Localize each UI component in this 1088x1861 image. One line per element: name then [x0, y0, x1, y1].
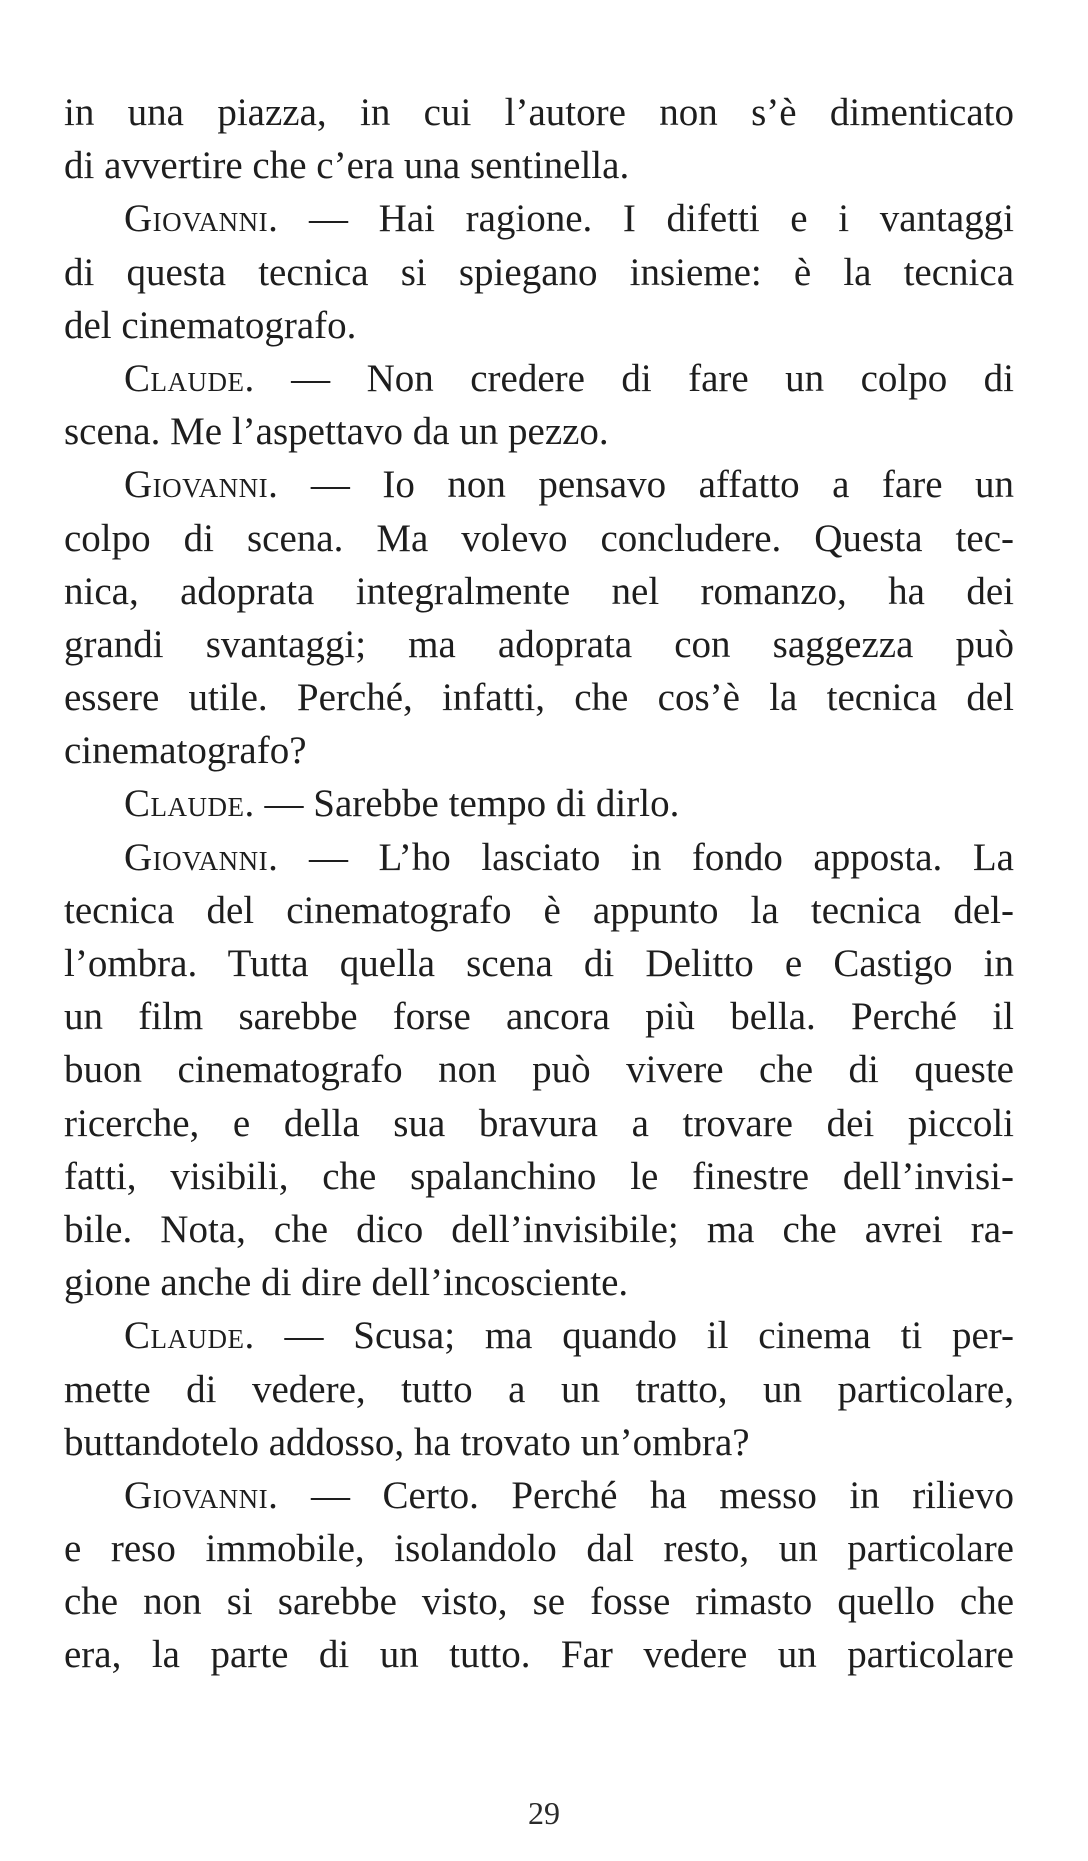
- text-line: [64, 1256, 1014, 1309]
- text-line: [64, 1097, 1014, 1150]
- text-line: [64, 1522, 1014, 1575]
- text-line: [64, 990, 1014, 1043]
- line-text: colpo di scena. Ma volevo concludere. Questa tec-: [64, 516, 1014, 560]
- text-line: [64, 937, 1014, 990]
- text-line: [64, 884, 1014, 937]
- speaker-name: Giovanni.: [124, 463, 279, 507]
- line-text: — Scusa; ma quando il cinema ti per-: [254, 1314, 1014, 1358]
- text-line: [64, 1309, 1014, 1362]
- line-text: scena. Me l’aspettavo da un pezzo.: [64, 410, 609, 454]
- line-text: — Certo. Perché ha messo in rilievo: [278, 1473, 1014, 1517]
- text-line: [64, 512, 1014, 565]
- text-line: [64, 777, 1014, 830]
- line-text: — L’ho lasciato in fondo apposta. La: [278, 835, 1014, 879]
- text-line: [64, 1150, 1014, 1203]
- line-text: gione anche di dire dell’incosciente.: [64, 1261, 629, 1305]
- line-text: — Sarebbe tempo di dirlo.: [254, 782, 680, 826]
- line-text: — Non credere di fare un colpo di: [254, 356, 1014, 400]
- body-text: [64, 86, 1014, 1682]
- text-line: [64, 299, 1014, 352]
- line-text: mette di vedere, tutto a un tratto, un particolare,: [64, 1367, 1014, 1411]
- line-text: — Io non pensavo affatto a fare un: [278, 463, 1014, 507]
- text-line: [64, 618, 1014, 671]
- line-text: tecnica del cinematografo è appunto la tecnica del-: [64, 888, 1014, 932]
- line-text: — Hai ragione. I difetti e i vantaggi: [278, 197, 1014, 241]
- text-line: [64, 831, 1014, 884]
- line-text: di questa tecnica si spiegano insieme: è la tecnica: [64, 250, 1014, 294]
- line-text: fatti, visibili, che spalanchino le finestre dell’invisi-: [64, 1154, 1014, 1198]
- text-line: [64, 139, 1014, 192]
- text-line: [64, 246, 1014, 299]
- line-text: grandi svantaggi; ma adoprata con saggezza può: [64, 622, 1014, 666]
- line-text: buttandotelo addosso, ha trovato un’ombra?: [64, 1420, 750, 1464]
- text-line: [64, 1203, 1014, 1256]
- text-line: [64, 1469, 1014, 1522]
- line-text: e reso immobile, isolandolo dal resto, un particolare: [64, 1527, 1014, 1571]
- speaker-name: Giovanni.: [124, 197, 279, 241]
- text-line: [64, 1575, 1014, 1628]
- text-line: [64, 192, 1014, 245]
- line-text: essere utile. Perché, infatti, che cos’è la tecnica del: [64, 676, 1014, 720]
- speaker-name: Giovanni.: [124, 835, 279, 879]
- line-text: bile. Nota, che dico dell’invisibile; ma che avrei ra-: [64, 1207, 1014, 1251]
- text-line: [64, 352, 1014, 405]
- line-text: che non si sarebbe visto, se fosse rimasto quello che: [64, 1580, 1014, 1624]
- speaker-name: Claude.: [124, 782, 255, 826]
- text-line: [64, 1363, 1014, 1416]
- line-text: un film sarebbe forse ancora più bella. Perché il: [64, 995, 1014, 1039]
- text-line: [64, 565, 1014, 618]
- text-line: [64, 86, 1014, 139]
- text-line: [64, 405, 1014, 458]
- line-text: del cinematografo.: [64, 303, 357, 347]
- line-text: in una piazza, in cui l’autore non s’è dimenticato: [64, 91, 1014, 134]
- text-line: [64, 458, 1014, 511]
- line-text: di avvertire che c’era una sentinella.: [64, 144, 630, 188]
- line-text: nica, adoprata integralmente nel romanzo, ha dei: [64, 569, 1014, 613]
- line-text: ricerche, e della sua bravura a trovare dei piccoli: [64, 1101, 1014, 1145]
- speaker-name: Claude.: [124, 356, 255, 400]
- line-text: buon cinematografo non può vivere che di queste: [64, 1048, 1014, 1092]
- line-text: l’ombra. Tutta quella scena di Delitto e Castigo in: [64, 942, 1014, 985]
- speaker-name: Claude.: [124, 1314, 255, 1358]
- speaker-name: Giovanni.: [124, 1473, 279, 1517]
- text-line: [64, 1043, 1014, 1096]
- text-line: [64, 1628, 1014, 1681]
- text-line: [64, 671, 1014, 724]
- page-number: 29: [528, 1795, 560, 1831]
- text-line: [64, 1416, 1014, 1469]
- line-text: cinematografo?: [64, 729, 307, 773]
- line-text: era, la parte di un tutto. Far vedere un particolare: [64, 1633, 1014, 1677]
- text-line: [64, 724, 1014, 777]
